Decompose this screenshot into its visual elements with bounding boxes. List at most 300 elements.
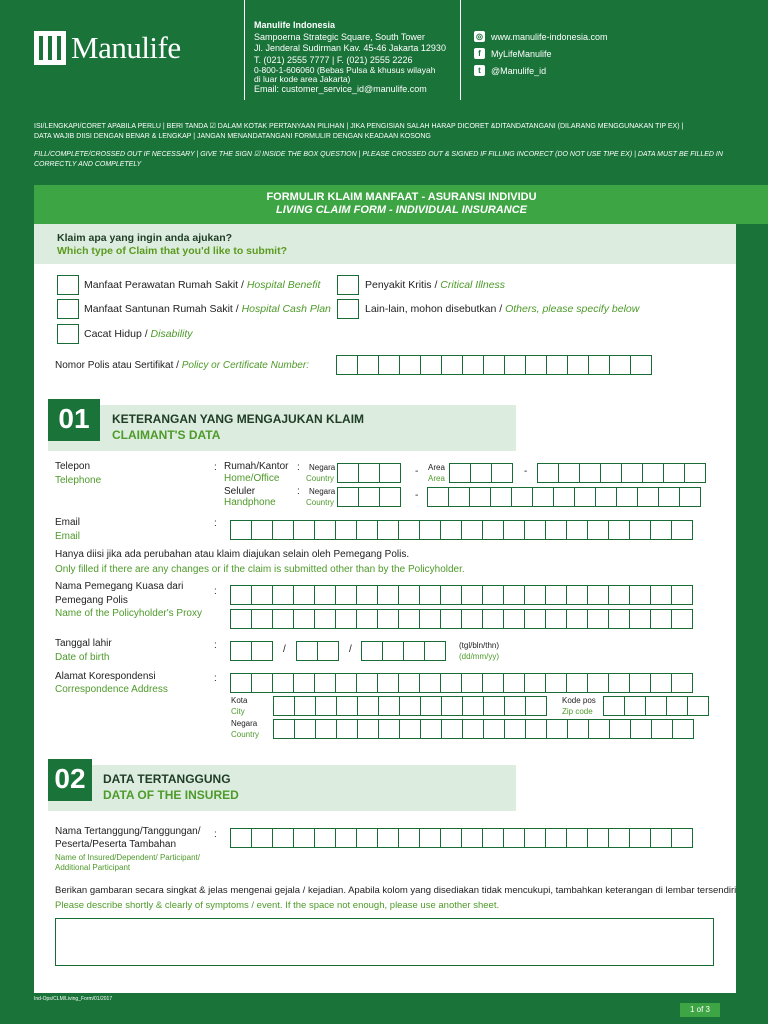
char-box[interactable] — [377, 585, 399, 605]
char-box[interactable] — [403, 641, 425, 661]
char-box[interactable] — [378, 696, 400, 716]
email: Email: customer_service_id@manulife.com — [254, 84, 427, 94]
char-box[interactable] — [336, 355, 358, 375]
instructions-id-line-1: ISI/LENGKAPI/CORET APABILA PERLU | BERI TANDA ☑ DALAM KOTAK PERTANYAAN PILIHAN | JIKA PENGISIAN SALAH HARAP DICORET &DITANDATANGANI (DILARANG MENGGUNAKAN TIP EX) | — [34, 123, 684, 130]
home-label-en: Home/Office — [224, 473, 280, 484]
logo-mark-icon — [34, 31, 66, 65]
char-box[interactable] — [663, 463, 685, 483]
telephone-label-id: Telepon — [55, 461, 91, 472]
char-box[interactable] — [441, 719, 463, 739]
insured-label-en-1: Name of Insured/Dependent/ Participant/ — [55, 853, 200, 862]
social-links — [474, 28, 608, 79]
dash: - — [524, 466, 528, 477]
char-box[interactable] — [587, 520, 609, 540]
char-box[interactable] — [461, 609, 483, 629]
char-box[interactable] — [608, 609, 630, 629]
country2-label-id: Negara — [231, 719, 258, 728]
char-box[interactable] — [629, 585, 651, 605]
char-box[interactable] — [335, 828, 357, 848]
char-box[interactable] — [525, 696, 547, 716]
char-box[interactable] — [461, 828, 483, 848]
checkbox-hospital-cash-plan[interactable] — [57, 299, 79, 319]
char-box[interactable] — [558, 463, 580, 483]
char-box[interactable] — [629, 609, 651, 629]
phone-fax: T. (021) 2555 7777 | F. (021) 2555 2226 — [254, 54, 413, 65]
char-box[interactable] — [378, 355, 400, 375]
char-box[interactable] — [251, 520, 273, 540]
char-box[interactable] — [587, 609, 609, 629]
email-label-en: Email — [55, 531, 81, 542]
char-box[interactable] — [482, 520, 504, 540]
char-box[interactable] — [609, 719, 631, 739]
dob-label-en: Date of birth — [55, 652, 110, 663]
char-box[interactable] — [566, 673, 588, 693]
char-box[interactable] — [545, 673, 567, 693]
char-box[interactable] — [419, 585, 441, 605]
section-02-number: 02 — [48, 759, 92, 801]
char-box[interactable] — [524, 673, 546, 693]
char-box[interactable] — [314, 585, 336, 605]
claim-question — [34, 224, 736, 264]
char-box[interactable] — [317, 641, 339, 661]
char-box[interactable] — [482, 828, 504, 848]
char-box[interactable] — [251, 828, 273, 848]
char-box[interactable] — [449, 463, 471, 483]
char-box[interactable] — [314, 520, 336, 540]
char-box[interactable] — [420, 355, 442, 375]
char-box[interactable] — [608, 585, 630, 605]
home-phone-input[interactable] — [538, 463, 706, 483]
char-box[interactable] — [440, 828, 462, 848]
page-number: 1 of 3 — [680, 1003, 720, 1017]
char-box[interactable] — [419, 520, 441, 540]
country-label-en: Country — [306, 498, 335, 507]
char-box[interactable] — [630, 719, 652, 739]
char-box[interactable] — [587, 828, 609, 848]
colon: : — [214, 673, 217, 684]
char-box[interactable] — [650, 828, 672, 848]
cell-phone-input[interactable] — [428, 487, 701, 507]
char-box[interactable] — [251, 641, 273, 661]
char-box[interactable] — [630, 355, 652, 375]
char-box[interactable] — [532, 487, 554, 507]
email-label-id: Email — [55, 517, 81, 528]
char-box[interactable] — [587, 673, 609, 693]
char-box[interactable] — [335, 520, 357, 540]
char-box[interactable] — [546, 355, 568, 375]
insured-label-id-2: Peserta/Peserta Tambahan — [55, 839, 177, 850]
char-box[interactable] — [356, 520, 378, 540]
form-title-id: FORMULIR KLAIM MANFAAT - ASURANSI INDIVIDU — [266, 191, 537, 203]
cell-label-id: Seluler — [224, 486, 256, 497]
dob-year-input[interactable] — [362, 641, 446, 661]
dob-format-en: (dd/mm/yy) — [459, 652, 499, 661]
char-box[interactable] — [671, 609, 693, 629]
twitter-icon: t — [474, 65, 485, 76]
char-box[interactable] — [398, 520, 420, 540]
char-box[interactable] — [671, 673, 693, 693]
country-label-id: Negara — [309, 487, 336, 496]
char-box[interactable] — [398, 609, 420, 629]
char-box[interactable] — [337, 487, 359, 507]
char-box[interactable] — [524, 828, 546, 848]
form-code: Ind-Ops/CLM/Living_Form/01/2017 — [34, 996, 113, 1002]
char-box[interactable] — [511, 487, 533, 507]
section-01-title-id: KETERANGAN YANG MENGAJUKAN KLAIM — [112, 412, 365, 426]
claim-question-id: Klaim apa yang ingin anda ajukan? — [57, 232, 233, 244]
char-box[interactable] — [230, 641, 252, 661]
country-label-id: Negara — [309, 463, 336, 472]
country-label-en: Country — [306, 474, 335, 483]
description-label-id: Berikan gambaran secara singkat & jelas mengenai gejala / kejadian. Apabila kolom yang disediakan tidak mencukupi, tambahkan keterangan di lembar tersendiri — [55, 885, 737, 896]
char-box[interactable] — [504, 719, 526, 739]
char-box[interactable] — [600, 463, 622, 483]
char-box[interactable] — [272, 828, 294, 848]
area-label-id: Area — [428, 463, 445, 472]
char-box[interactable] — [545, 520, 567, 540]
char-box[interactable] — [251, 673, 273, 693]
char-box[interactable] — [503, 828, 525, 848]
char-box[interactable] — [603, 696, 625, 716]
char-box[interactable] — [357, 719, 379, 739]
char-box[interactable] — [335, 585, 357, 605]
char-box[interactable] — [335, 609, 357, 629]
dash: - — [415, 466, 419, 477]
char-box[interactable] — [616, 487, 638, 507]
char-box[interactable] — [424, 641, 446, 661]
char-box[interactable] — [230, 609, 252, 629]
char-box[interactable] — [587, 585, 609, 605]
char-box[interactable] — [482, 609, 504, 629]
char-box[interactable] — [482, 673, 504, 693]
website-link[interactable]: www.manulife-indonesia.com — [491, 31, 608, 42]
option-hospital-cash-plan — [84, 303, 331, 315]
char-box[interactable] — [545, 609, 567, 629]
char-box[interactable] — [469, 487, 491, 507]
policy-number-input[interactable] — [337, 355, 652, 375]
email-input[interactable] — [231, 520, 693, 540]
char-box[interactable] — [679, 487, 701, 507]
char-box[interactable] — [440, 609, 462, 629]
char-box[interactable] — [399, 696, 421, 716]
char-box[interactable] — [546, 719, 568, 739]
char-box[interactable] — [462, 696, 484, 716]
char-box[interactable] — [230, 673, 252, 693]
char-box[interactable] — [525, 355, 547, 375]
manulife-logo — [34, 30, 181, 66]
char-box[interactable] — [356, 828, 378, 848]
claim-question-en: Which type of Claim that you'd like to submit? — [57, 245, 288, 257]
char-box[interactable] — [566, 585, 588, 605]
char-box[interactable] — [293, 585, 315, 605]
char-box[interactable] — [272, 673, 294, 693]
char-box[interactable] — [658, 487, 680, 507]
char-box[interactable] — [524, 520, 546, 540]
char-box[interactable] — [650, 520, 672, 540]
char-box[interactable] — [483, 719, 505, 739]
char-box[interactable] — [462, 719, 484, 739]
char-box[interactable] — [420, 696, 442, 716]
char-box[interactable] — [545, 585, 567, 605]
char-box[interactable] — [314, 609, 336, 629]
proxy-name-input-1[interactable] — [231, 585, 693, 605]
char-box[interactable] — [461, 585, 483, 605]
char-box[interactable] — [553, 487, 575, 507]
option-label-id: Manfaat Perawatan Rumah Sakit / — [84, 279, 247, 291]
char-box[interactable] — [382, 641, 404, 661]
char-box[interactable] — [537, 463, 559, 483]
dob-day-input[interactable] — [231, 641, 273, 661]
char-box[interactable] — [357, 355, 379, 375]
char-box[interactable] — [357, 696, 379, 716]
char-box[interactable] — [273, 719, 295, 739]
char-box[interactable] — [273, 696, 295, 716]
twitter-link[interactable]: @Manulife_id — [491, 65, 547, 76]
header-divider-2 — [460, 0, 461, 100]
dob-format-id: (tgl/bln/thn) — [459, 641, 500, 650]
char-box[interactable] — [503, 673, 525, 693]
char-box[interactable] — [420, 719, 442, 739]
char-box[interactable] — [315, 696, 337, 716]
char-box[interactable] — [637, 487, 659, 507]
char-box[interactable] — [336, 719, 358, 739]
facebook-icon: f — [474, 48, 485, 59]
char-box[interactable] — [440, 520, 462, 540]
char-box[interactable] — [293, 828, 315, 848]
char-box[interactable] — [398, 673, 420, 693]
char-box[interactable] — [490, 487, 512, 507]
char-box[interactable] — [272, 585, 294, 605]
char-box[interactable] — [315, 719, 337, 739]
dob-month-input[interactable] — [297, 641, 339, 661]
char-box[interactable] — [504, 696, 526, 716]
char-box[interactable] — [609, 355, 631, 375]
char-box[interactable] — [356, 585, 378, 605]
char-box[interactable] — [503, 520, 525, 540]
char-box[interactable] — [399, 355, 421, 375]
char-box[interactable] — [672, 719, 694, 739]
char-box[interactable] — [419, 828, 441, 848]
char-box[interactable] — [419, 673, 441, 693]
char-box[interactable] — [566, 828, 588, 848]
zip-input[interactable] — [604, 696, 709, 716]
char-box[interactable] — [377, 828, 399, 848]
option-label-en: Hospital Benefit — [246, 279, 321, 291]
char-box[interactable] — [645, 696, 667, 716]
home-area-code-input[interactable] — [450, 463, 513, 483]
char-box[interactable] — [272, 609, 294, 629]
char-box[interactable] — [336, 696, 358, 716]
option-label-en: Disability — [150, 328, 193, 340]
proxy-label-en: Name of the Policyholder's Proxy — [55, 608, 202, 619]
char-box[interactable] — [251, 609, 273, 629]
char-box[interactable] — [621, 463, 643, 483]
char-box[interactable] — [314, 828, 336, 848]
char-box[interactable] — [483, 355, 505, 375]
char-box[interactable] — [461, 673, 483, 693]
char-box[interactable] — [294, 719, 316, 739]
char-box[interactable] — [461, 520, 483, 540]
telephone-label-en: Telephone — [55, 475, 102, 486]
char-box[interactable] — [684, 463, 706, 483]
char-box[interactable] — [650, 673, 672, 693]
char-box[interactable] — [379, 487, 401, 507]
char-box[interactable] — [356, 673, 378, 693]
char-box[interactable] — [377, 673, 399, 693]
char-box[interactable] — [358, 487, 380, 507]
char-box[interactable] — [671, 828, 693, 848]
colon: : — [214, 829, 217, 840]
instructions-id-line-2: DATA WAJIB DIISI DENGAN BENAR & LENGKAP | JANGAN MENANDATANGANI FORMULIR DENGAN KEADAAN KOSONG — [34, 133, 431, 140]
note-id: Hanya diisi jika ada perubahan atau klaim diajukan selain oleh Pemegang Polis. — [55, 549, 410, 560]
description-textarea[interactable] — [55, 918, 714, 966]
char-box[interactable] — [503, 585, 525, 605]
char-box[interactable] — [588, 355, 610, 375]
char-box[interactable] — [378, 719, 400, 739]
char-box[interactable] — [671, 585, 693, 605]
address-line-1: Sampoerna Strategic Square, South Tower — [254, 31, 425, 42]
char-box[interactable] — [441, 355, 463, 375]
cell-country-code-input[interactable] — [338, 487, 401, 507]
char-box[interactable] — [272, 520, 294, 540]
char-box[interactable] — [419, 609, 441, 629]
policy-number-label — [55, 360, 309, 371]
country2-label-en: Country — [231, 730, 260, 739]
char-box[interactable] — [230, 585, 252, 605]
char-box[interactable] — [629, 828, 651, 848]
char-box[interactable] — [566, 609, 588, 629]
char-box[interactable] — [629, 673, 651, 693]
char-box[interactable] — [503, 609, 525, 629]
note-en: Only filled if there are any changes or if the claim is submitted other than by the Policyholder. — [55, 564, 465, 575]
char-box[interactable] — [650, 585, 672, 605]
char-box[interactable] — [608, 673, 630, 693]
char-box[interactable] — [651, 719, 673, 739]
char-box[interactable] — [399, 719, 421, 739]
char-box[interactable] — [574, 487, 596, 507]
instructions-en-line-2: CORRECTLY AND COMPLETELY — [34, 161, 142, 168]
insured-name-input[interactable] — [231, 828, 693, 848]
company-name: Manulife Indonesia — [254, 20, 336, 30]
instructions-en — [34, 150, 734, 170]
char-box[interactable] — [629, 520, 651, 540]
colon: : — [214, 462, 217, 473]
char-box[interactable] — [608, 828, 630, 848]
form-title — [34, 185, 768, 224]
policy-label-id: Nomor Polis atau Sertifikat / — [55, 360, 182, 371]
char-box[interactable] — [642, 463, 664, 483]
char-box[interactable] — [440, 585, 462, 605]
char-box[interactable] — [398, 585, 420, 605]
char-box[interactable] — [483, 696, 505, 716]
char-box[interactable] — [482, 585, 504, 605]
char-box[interactable] — [491, 463, 513, 483]
form-title-en: LIVING CLAIM FORM - INDIVIDUAL INSURANCE — [276, 204, 527, 216]
char-box[interactable] — [293, 520, 315, 540]
char-box[interactable] — [567, 355, 589, 375]
char-box[interactable] — [251, 585, 273, 605]
checkbox-critical-illness[interactable] — [337, 275, 359, 295]
option-label-id: Penyakit Kritis / — [365, 279, 441, 291]
char-box[interactable] — [448, 487, 470, 507]
address-line-2: Jl. Jenderal Sudirman Kav. 45-46 Jakarta 12930 — [254, 43, 446, 53]
checkbox-disability[interactable] — [57, 324, 79, 344]
char-box[interactable] — [666, 696, 688, 716]
char-box[interactable] — [588, 719, 610, 739]
char-box[interactable] — [377, 609, 399, 629]
company-info — [254, 20, 446, 96]
insured-label-en-2: Additional Participant — [55, 863, 131, 872]
char-box[interactable] — [608, 520, 630, 540]
char-box[interactable] — [624, 696, 646, 716]
home-country-code-input[interactable] — [338, 463, 401, 483]
policy-label-en: Policy or Certificate Number: — [181, 360, 309, 371]
char-box[interactable] — [441, 696, 463, 716]
area-label-en: Area — [428, 474, 445, 483]
char-box[interactable] — [314, 673, 336, 693]
char-box[interactable] — [671, 520, 693, 540]
colon: : — [214, 586, 217, 597]
char-box[interactable] — [335, 673, 357, 693]
option-label-en: Others, please specify below — [505, 303, 640, 315]
char-box[interactable] — [525, 719, 547, 739]
address-input-1[interactable] — [231, 673, 693, 693]
char-box[interactable] — [358, 463, 380, 483]
char-box[interactable] — [504, 355, 526, 375]
char-box[interactable] — [462, 355, 484, 375]
city-label-id: Kota — [231, 696, 248, 705]
char-box[interactable] — [230, 520, 252, 540]
zip-label-en: Zip code — [562, 707, 593, 716]
checkbox-hospital-benefit[interactable] — [57, 275, 79, 295]
char-box[interactable] — [545, 828, 567, 848]
char-box[interactable] — [377, 520, 399, 540]
colon: : — [214, 640, 217, 651]
section-01-title-en: CLAIMANT'S DATA — [112, 428, 221, 442]
char-box[interactable] — [356, 609, 378, 629]
char-box[interactable] — [294, 696, 316, 716]
char-box[interactable] — [296, 641, 318, 661]
facebook-link[interactable]: MyLifeManulife — [491, 48, 552, 59]
char-box[interactable] — [293, 673, 315, 693]
char-box[interactable] — [337, 463, 359, 483]
char-box[interactable] — [293, 609, 315, 629]
city-input[interactable] — [274, 696, 547, 716]
country-input[interactable] — [274, 719, 694, 739]
description-label-en: Please describe shortly & clearly of symptoms / event. If the space not enough, please use another sheet. — [55, 900, 500, 911]
char-box[interactable] — [650, 609, 672, 629]
char-box[interactable] — [361, 641, 383, 661]
checkbox-others[interactable] — [337, 299, 359, 319]
char-box[interactable] — [440, 673, 462, 693]
char-box[interactable] — [470, 463, 492, 483]
char-box[interactable] — [524, 585, 546, 605]
option-hospital-benefit — [84, 279, 320, 291]
char-box[interactable] — [230, 828, 252, 848]
option-label-en: Critical Illness — [440, 279, 506, 291]
char-box[interactable] — [567, 719, 589, 739]
proxy-name-input-2[interactable] — [231, 609, 693, 629]
char-box[interactable] — [687, 696, 709, 716]
section-02-title-en: DATA OF THE INSURED — [103, 788, 239, 802]
char-box[interactable] — [524, 609, 546, 629]
char-box[interactable] — [579, 463, 601, 483]
char-box[interactable] — [427, 487, 449, 507]
char-box[interactable] — [566, 520, 588, 540]
char-box[interactable] — [379, 463, 401, 483]
char-box[interactable] — [398, 828, 420, 848]
char-box[interactable] — [595, 487, 617, 507]
